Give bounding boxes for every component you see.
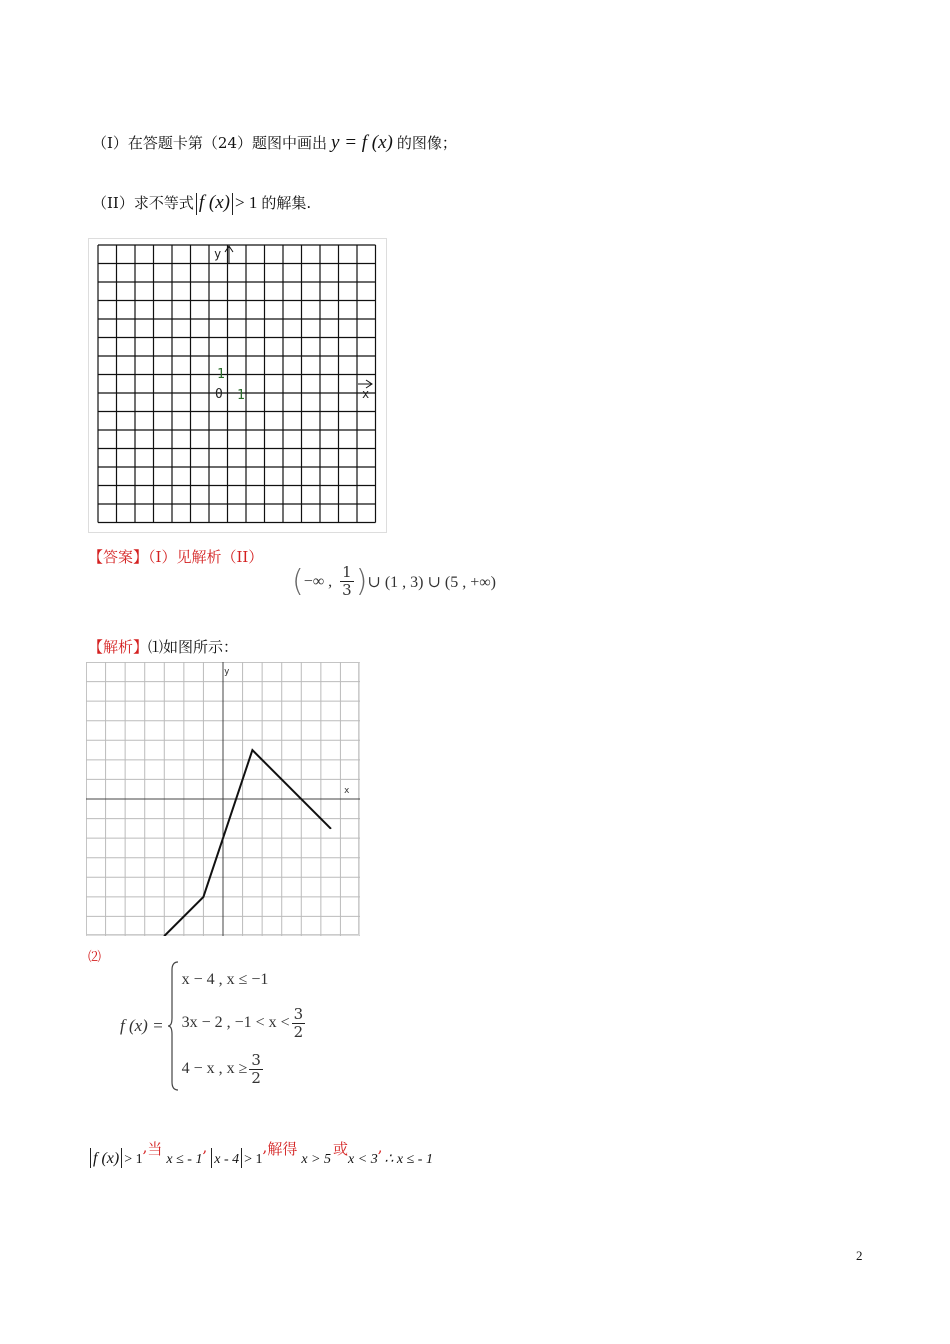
- answer-interval: [292, 564, 496, 599]
- ineq-comma-1: ,: [142, 1138, 148, 1156]
- analysis-line: [88, 636, 238, 657]
- ineq-abs-inner: x - 4: [214, 1152, 240, 1167]
- solution-graph-y-label: y: [224, 667, 230, 677]
- ineq-gt: > 1: [124, 1152, 143, 1167]
- question-1: [92, 132, 457, 154]
- answer-text: （I）见解析（II）: [148, 548, 264, 566]
- blank-grid-one-x: 1: [237, 388, 245, 403]
- question-1-suffix: 的图像；: [396, 134, 457, 152]
- part-2-label: ⑵: [88, 950, 102, 965]
- function-graph-vertex: [252, 749, 254, 751]
- ineq-comma-3: ,: [262, 1138, 268, 1156]
- piecewise-definition: [120, 960, 307, 1092]
- solution-graph-x-label: x: [344, 786, 350, 796]
- piecewise-case-3-frac: [249, 1050, 263, 1087]
- ineq-comma-2: ,: [202, 1138, 208, 1156]
- analysis-tag: 【解析】: [88, 638, 149, 656]
- question-2-label: （II）求不等式: [92, 194, 194, 212]
- piecewise-case-2: [182, 1000, 308, 1046]
- ineq-when: 当: [147, 1140, 163, 1158]
- ineq-or: 或: [333, 1140, 349, 1158]
- ineq2-abs-left: [211, 1148, 212, 1168]
- answer-close-paren: ): [355, 564, 368, 599]
- ineq-comma-4: ,: [377, 1138, 383, 1156]
- ineq-abs-right: [121, 1148, 122, 1168]
- answer-line: [88, 546, 263, 567]
- ineq-cond1: x ≤ - 1: [166, 1152, 203, 1167]
- blank-grid-figure: [88, 238, 388, 534]
- ineq2-abs-right: [241, 1148, 242, 1168]
- blank-grid-frame: [89, 239, 387, 533]
- piecewise-case-2-den: 2: [293, 1022, 304, 1041]
- piecewise-case-3-den: 2: [251, 1068, 261, 1087]
- answer-rest: ∪ (1 , 3) ∪ (5 , +∞): [367, 573, 496, 591]
- function-graph-vertex: [203, 896, 205, 898]
- page-number: 2: [856, 1248, 863, 1263]
- ineq-solve: 解得: [267, 1140, 298, 1158]
- blank-grid-x-label: x: [362, 387, 370, 401]
- question-2: [92, 192, 311, 215]
- piecewise-case-2-frac: [292, 1004, 306, 1041]
- question-1-label: （I）在答题卡第（24）题图中画出: [92, 134, 328, 152]
- blank-grid-origin: 0: [215, 387, 223, 402]
- piecewise-lhs: f (x) =: [120, 1016, 164, 1035]
- question-2-expr-rest: > 1: [234, 193, 258, 212]
- answer-neg-inf: −∞ ,: [303, 572, 333, 590]
- piecewise-case-2-num: 3: [293, 1004, 304, 1023]
- ineq-gt2: > 1: [244, 1152, 263, 1167]
- question-2-suffix: 的解集.: [261, 194, 312, 212]
- question-1-expr: y = f (x): [331, 132, 393, 153]
- answer-open-paren: (: [292, 564, 304, 599]
- question-2-expr-f: f (x): [198, 192, 230, 213]
- blank-grid-y-label: y: [214, 247, 222, 261]
- piecewise-case-3-num: 3: [251, 1050, 261, 1069]
- answer-frac-num: 1: [342, 563, 352, 581]
- piecewise-case-3: [182, 1046, 308, 1092]
- ineq-r1: x > 5: [301, 1152, 332, 1167]
- piecewise-case-2-text: 3x − 2 , −1 < x <: [181, 1014, 290, 1031]
- answer-fraction: [340, 565, 354, 598]
- inequality-line: [88, 1138, 433, 1168]
- piecewise-cases: [182, 960, 308, 1092]
- solution-graph: [86, 662, 360, 936]
- answer-frac-den: 3: [342, 581, 352, 599]
- blank-grid-one-y: 1: [217, 367, 225, 382]
- ineq-f: f (x): [93, 1150, 120, 1167]
- piecewise-case-1: x − 4 , x ≤ −1: [181, 971, 269, 988]
- abs-bar-right: [232, 193, 233, 215]
- ineq-r2: x < 3: [348, 1152, 378, 1167]
- abs-bar-left: [196, 193, 197, 215]
- ineq-therefore: ∴ x ≤ - 1: [384, 1152, 433, 1167]
- analysis-text: ⑴如图所示：: [148, 638, 239, 656]
- ineq-abs-left: [90, 1148, 91, 1168]
- function-graph-vertex: [330, 828, 332, 830]
- piecewise-case-3-text: 4 − x , x ≥: [181, 1060, 248, 1077]
- piecewise-brace: [168, 960, 180, 1092]
- answer-tag: 【答案】: [88, 548, 149, 566]
